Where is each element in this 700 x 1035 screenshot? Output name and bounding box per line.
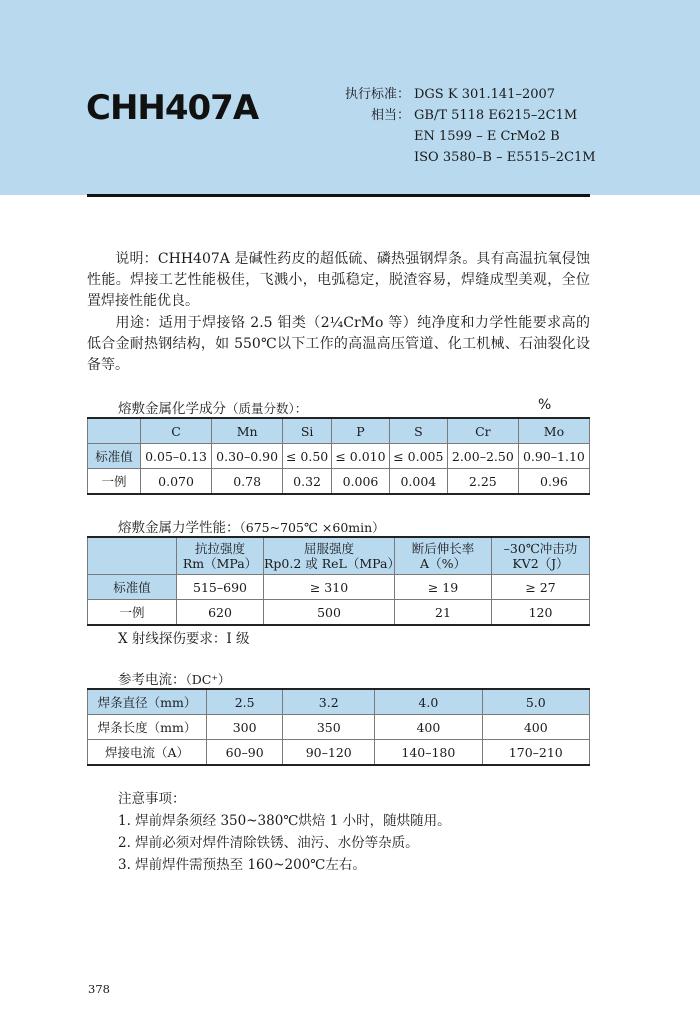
table-row bbox=[88, 740, 590, 766]
table-cell: 2.00–2.50 bbox=[447, 444, 518, 469]
table-cell: P bbox=[332, 418, 390, 444]
table-cell bbox=[264, 537, 400, 575]
table-cell bbox=[88, 418, 141, 444]
table-header-row bbox=[88, 537, 590, 575]
std-label-equiv: 相当： bbox=[370, 108, 410, 123]
table-cell: 0.006 bbox=[332, 469, 390, 495]
xray-requirement: X 射线探伤要求：I 级 bbox=[118, 631, 250, 647]
table-row bbox=[88, 600, 590, 626]
note-item: 3. 焊前焊件需预热至 160~200℃左右。 bbox=[118, 857, 366, 873]
mech-section-title bbox=[118, 516, 385, 536]
description-text: CHH407A 是碱性药皮的超低硫、磷热强钢焊条。具有高温抗氧侵蚀性能。焊接工艺性能极佳，飞溅小，电弧稳定，脱渣容易，焊缝成型美观，全位置焊接性能优良。 bbox=[87, 251, 591, 309]
table-cell bbox=[395, 537, 492, 575]
table-cell: S bbox=[389, 418, 447, 444]
header-line-1: 断后伸长率 bbox=[411, 541, 475, 556]
table-cell bbox=[88, 537, 177, 575]
page-number: 378 bbox=[88, 982, 110, 996]
table-cell: 一例 bbox=[88, 469, 141, 495]
chem-title-note: （质量分数）： bbox=[226, 401, 308, 416]
table-cell: 170–210 bbox=[482, 740, 589, 766]
table-cell: 4.0 bbox=[375, 689, 482, 715]
standard-3: EN 1599 – E CrMo2 B bbox=[414, 129, 560, 144]
description-paragraph bbox=[87, 249, 590, 312]
header-line-1: –30℃冲击功 bbox=[503, 541, 578, 556]
header-line-2: KV2（J） bbox=[512, 556, 569, 571]
chem-title: 熔敷金属化学成分 bbox=[118, 401, 226, 417]
standard-labels bbox=[336, 84, 410, 126]
std-label-exec: 执行标准： bbox=[344, 87, 410, 102]
table-cell: 90–120 bbox=[283, 740, 375, 766]
usage-label: 用途： bbox=[115, 315, 159, 331]
mech-title: 熔敷金属力学性能： bbox=[118, 520, 240, 536]
table-cell: 60–90 bbox=[207, 740, 283, 766]
usage-text: 适用于焊接铬 2.5 钼类（2¼CrMo 等）纯净度和力学性能要求高的低合金耐热钢结构，如 550℃以下工作的高温高压管道、化工机械、石油裂化设备等。 bbox=[87, 315, 591, 373]
table-cell: 焊条直径（mm） bbox=[88, 689, 207, 715]
current-title-note: （DC⁺） bbox=[185, 672, 231, 687]
table-cell: Cr bbox=[447, 418, 518, 444]
table-row bbox=[88, 469, 590, 495]
table-cell: 300 bbox=[207, 715, 283, 740]
table-cell: ≤ 0.50 bbox=[283, 444, 332, 469]
table-cell: 0.05–0.13 bbox=[141, 444, 212, 469]
table-cell: 2.25 bbox=[447, 469, 518, 495]
table-cell: 焊接电流（A） bbox=[88, 740, 207, 766]
table-cell: 0.32 bbox=[283, 469, 332, 495]
table-cell: 0.90–1.10 bbox=[518, 444, 589, 469]
notes-section bbox=[118, 788, 451, 876]
header-line-2: Rp0.2 或 ReL（MPa） bbox=[264, 556, 400, 571]
table-cell: ≤ 0.010 bbox=[332, 444, 390, 469]
header-line-2: A（%） bbox=[420, 556, 466, 571]
table-cell: 焊条长度（mm） bbox=[88, 715, 207, 740]
table-cell: Mo bbox=[518, 418, 589, 444]
header-line-1: 抗拉强度 bbox=[194, 541, 245, 556]
table-cell: 0.004 bbox=[389, 469, 447, 495]
table-cell: 一例 bbox=[88, 600, 177, 626]
table-header-row bbox=[88, 418, 590, 444]
table-cell: 3.2 bbox=[283, 689, 375, 715]
table-row bbox=[88, 689, 590, 715]
note-item: 1. 焊前焊条须经 350~380℃烘焙 1 小时，随烘随用。 bbox=[118, 813, 451, 829]
table-cell: 21 bbox=[395, 600, 492, 626]
table-cell: ≤ 0.005 bbox=[389, 444, 447, 469]
header-line-2: Rm（MPa） bbox=[182, 556, 258, 571]
table-row bbox=[88, 575, 590, 600]
current-section-title bbox=[118, 668, 230, 688]
table-row bbox=[88, 444, 590, 469]
table-cell: 0.78 bbox=[212, 469, 283, 495]
header-line-1: 屈服强度 bbox=[303, 541, 354, 556]
chem-table bbox=[87, 417, 590, 495]
table-cell: 2.5 bbox=[207, 689, 283, 715]
table-cell: 400 bbox=[482, 715, 589, 740]
notes-title: 注意事项： bbox=[118, 791, 186, 807]
table-cell: 120 bbox=[492, 600, 590, 626]
table-cell: 400 bbox=[375, 715, 482, 740]
table-cell: 0.070 bbox=[141, 469, 212, 495]
table-cell bbox=[492, 537, 590, 575]
chem-section-title bbox=[118, 397, 307, 417]
standard-1: DGS K 301.141–2007 bbox=[414, 87, 556, 102]
standard-4: ISO 3580–B – E5515–2C1M bbox=[414, 150, 596, 165]
current-table bbox=[87, 688, 590, 766]
mech-title-note: （675~705℃ ×60min） bbox=[239, 520, 385, 535]
table-cell: 0.96 bbox=[518, 469, 589, 495]
table-cell: C bbox=[141, 418, 212, 444]
current-title: 参考电流： bbox=[118, 672, 186, 688]
table-cell bbox=[177, 537, 264, 575]
table-cell: Mn bbox=[212, 418, 283, 444]
table-cell: 515–690 bbox=[177, 575, 264, 600]
table-cell: ≥ 310 bbox=[264, 575, 395, 600]
product-title: CHH407A bbox=[86, 88, 259, 128]
table-cell: ≥ 19 bbox=[395, 575, 492, 600]
chem-unit: % bbox=[538, 397, 552, 413]
table-cell: 标准值 bbox=[88, 444, 141, 469]
table-cell: 5.0 bbox=[482, 689, 589, 715]
table-row bbox=[88, 715, 590, 740]
table-cell: Si bbox=[283, 418, 332, 444]
mech-table bbox=[87, 536, 590, 626]
table-cell: 140–180 bbox=[375, 740, 482, 766]
header-divider bbox=[87, 194, 590, 197]
table-cell: ≥ 27 bbox=[492, 575, 590, 600]
table-cell: 500 bbox=[264, 600, 395, 626]
usage-paragraph bbox=[87, 313, 590, 376]
standard-2: GB/T 5118 E6215–2C1M bbox=[414, 108, 578, 123]
table-cell: 标准值 bbox=[88, 575, 177, 600]
table-cell: 0.30–0.90 bbox=[212, 444, 283, 469]
note-item: 2. 焊前必须对焊件清除铁锈、油污、水份等杂质。 bbox=[118, 835, 419, 851]
standard-values bbox=[414, 84, 596, 168]
table-cell: 620 bbox=[177, 600, 264, 626]
table-cell: 350 bbox=[283, 715, 375, 740]
description-label: 说明： bbox=[115, 251, 158, 267]
